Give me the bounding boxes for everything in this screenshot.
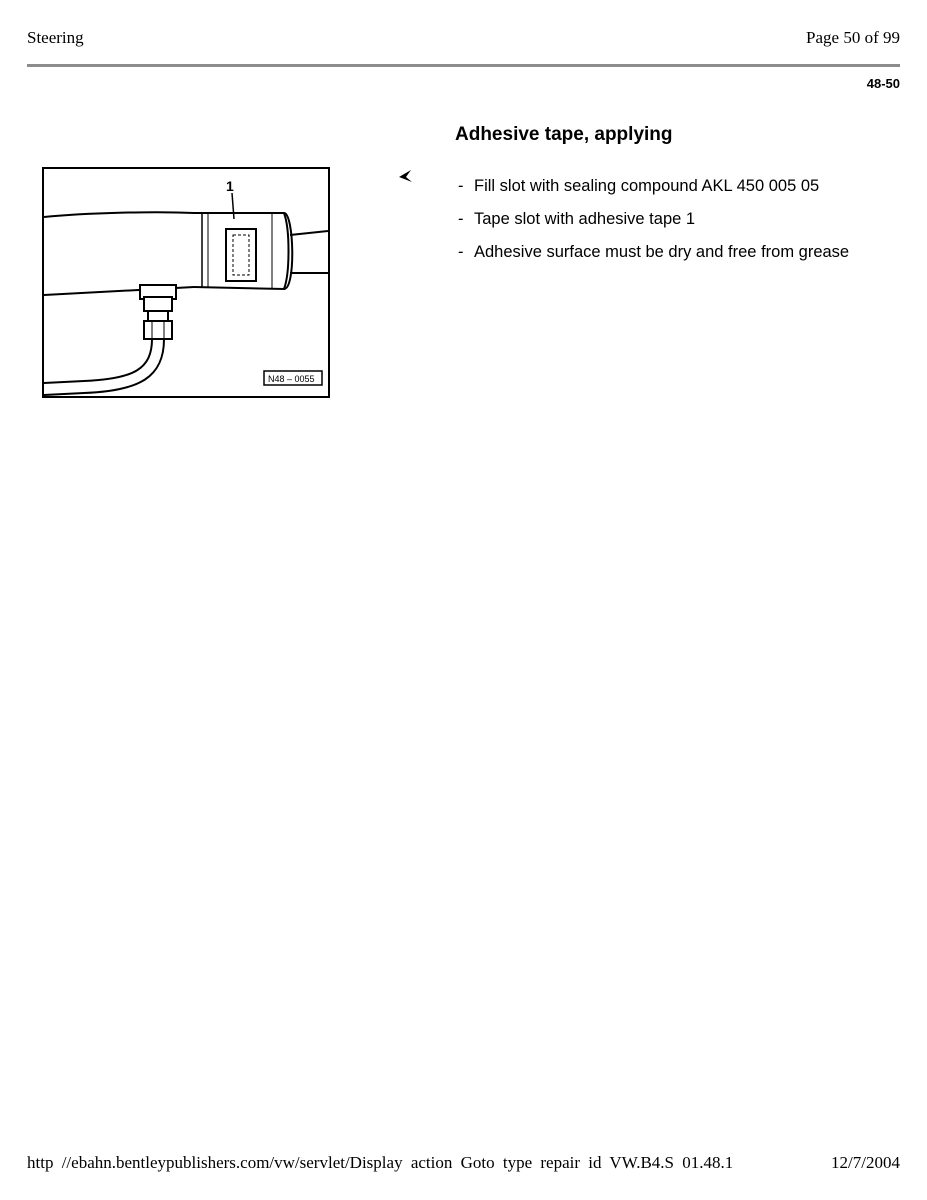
section-title: Adhesive tape, applying: [455, 124, 673, 145]
page-code: 48-50: [866, 76, 900, 91]
header-section: Steering: [27, 28, 84, 47]
header-page-label: Page 50 of 99: [806, 28, 900, 47]
header-rule: [27, 64, 900, 67]
step-dash: -: [458, 177, 464, 195]
footer-date: 12/7/2004: [831, 1153, 900, 1172]
step-list: [458, 176, 878, 275]
arrow-pointer-icon: [398, 168, 414, 186]
footer-url[interactable]: http //ebahn.bentleypublishers.com/vw/servlet/Display action Goto type repair id VW.B4.S 01.48.1: [27, 1153, 734, 1172]
step-dash: -: [458, 243, 464, 261]
step-dash: -: [458, 210, 464, 228]
list-item: [458, 209, 878, 230]
step-text: Fill slot with sealing compound AKL 450 005 05: [474, 177, 820, 195]
list-item: [458, 176, 878, 197]
step-text: Tape slot with adhesive tape 1: [474, 210, 696, 228]
step-text: Adhesive surface must be dry and free from grease: [474, 243, 850, 261]
steering-rack-illustration: [42, 167, 330, 398]
figure-ref-code: N48 – 0055: [268, 374, 315, 384]
figure-callout-number: 1: [226, 178, 234, 194]
list-item: [458, 242, 878, 263]
